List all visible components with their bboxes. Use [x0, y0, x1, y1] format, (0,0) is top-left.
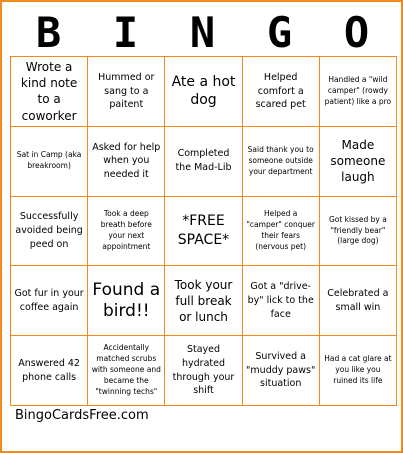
bingo-cell[interactable]: Found a bird!! — [88, 266, 165, 336]
free-space-cell[interactable]: *FREE SPACE* — [165, 197, 242, 267]
bingo-cell[interactable]: Answered 42 phone calls — [11, 336, 88, 406]
bingo-cell[interactable]: Helped comfort a scared pet — [243, 57, 320, 127]
bingo-cell[interactable]: Got a "drive-by" lick to the face — [243, 266, 320, 336]
bingo-cell[interactable]: Celebrated a small win — [320, 266, 397, 336]
bingo-cell[interactable]: Took your full break or lunch — [165, 266, 242, 336]
header-letter-n: N — [189, 8, 216, 57]
bingo-cell[interactable]: Got kissed by a "friendly bear" (large dog) — [320, 197, 397, 267]
bingo-cell[interactable]: Sat in Camp (aka breakroom) — [11, 127, 88, 197]
header-letter-g: G — [266, 8, 293, 57]
header-letter-b: B — [35, 8, 62, 57]
bingo-cell[interactable]: Took a deep breath before your next appointment — [88, 197, 165, 267]
header-letter-o: O — [343, 8, 370, 57]
bingo-cell[interactable]: Survived a "muddy paws" situation — [243, 336, 320, 406]
bingo-header — [10, 10, 397, 56]
bingo-cell[interactable]: Helped a "camper" conquer their fears (nervous pet) — [243, 197, 320, 267]
bingo-cell[interactable]: Had a cat glare at you like you ruined its life — [320, 336, 397, 406]
header-letter-i: I — [112, 8, 139, 57]
bingo-cell[interactable]: Stayed hydrated through your shift — [165, 336, 242, 406]
bingo-cell[interactable]: Asked for help when you needed it — [88, 127, 165, 197]
bingo-grid — [10, 56, 397, 406]
bingo-cell[interactable]: Successfully avoided being peed on — [11, 197, 88, 267]
bingo-cell[interactable]: Wrote a kind note to a coworker — [11, 57, 88, 127]
site-credit: BingoCardsFree.com — [15, 408, 149, 423]
bingo-cell[interactable]: Completed the Mad-Lib — [165, 127, 242, 197]
bingo-cell[interactable]: Said thank you to someone outside your department — [243, 127, 320, 197]
bingo-cell[interactable]: Ate a hot dog — [165, 57, 242, 127]
bingo-cell[interactable]: Made someone laugh — [320, 127, 397, 197]
bingo-cell[interactable]: Hummed or sang to a paitent — [88, 57, 165, 127]
bingo-cell[interactable]: Got fur in your coffee again — [11, 266, 88, 336]
bingo-cell[interactable]: Accidentally matched scrubs with someone and became the "twinning techs" — [88, 336, 165, 406]
bingo-cell[interactable]: Handled a "wild camper" (rowdy patient) like a pro — [320, 57, 397, 127]
